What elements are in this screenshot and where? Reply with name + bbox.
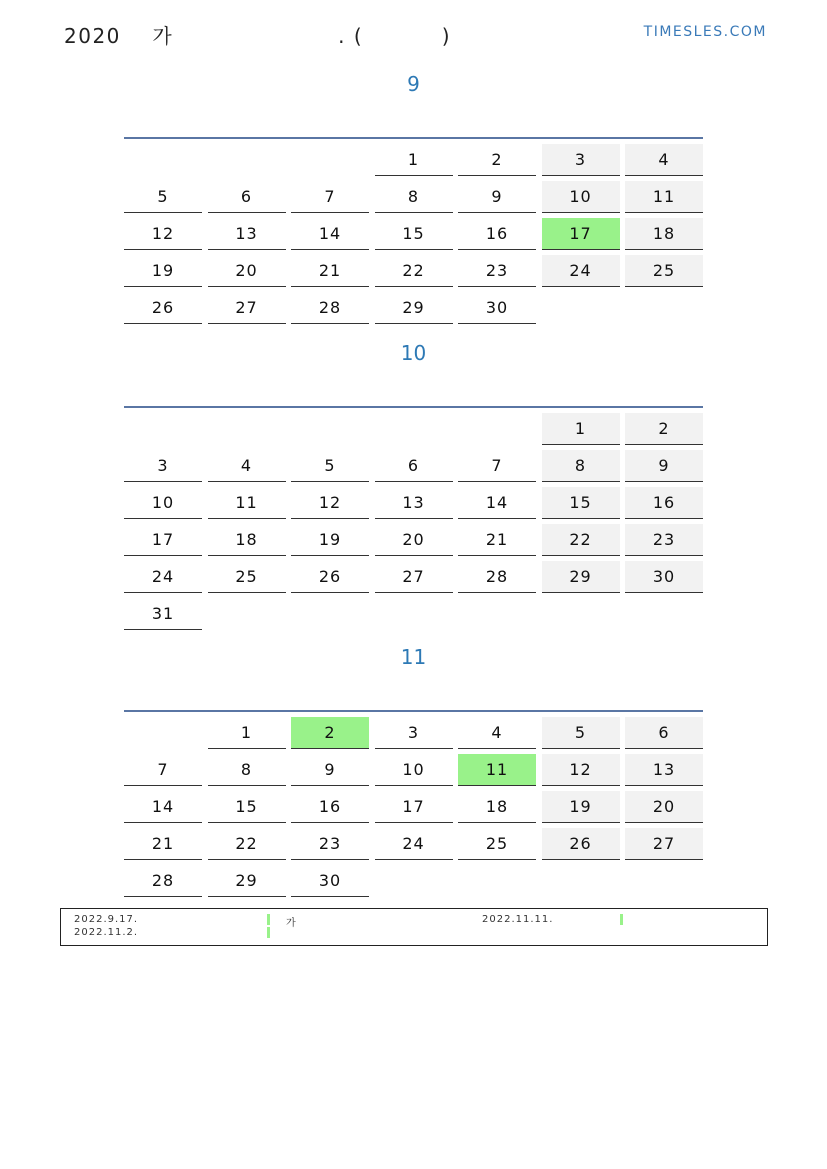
day-cell: 5 xyxy=(542,717,620,749)
empty-day-cell xyxy=(542,292,620,323)
calendar-grid xyxy=(124,717,703,902)
day-cell: 17 xyxy=(542,218,620,250)
day-cell: 24 xyxy=(375,828,453,860)
brand-link[interactable]: TIMESLES.COM xyxy=(643,24,767,40)
day-cell: 6 xyxy=(208,181,286,213)
empty-day-cell xyxy=(542,865,620,896)
day-cell: 13 xyxy=(625,754,703,786)
day-cell: 26 xyxy=(542,828,620,860)
day-cell: 21 xyxy=(458,524,536,556)
empty-day-cell xyxy=(375,598,453,629)
day-cell: 20 xyxy=(208,255,286,287)
day-cell: 3 xyxy=(124,450,202,482)
day-cell: 18 xyxy=(458,791,536,823)
day-cell: 17 xyxy=(375,791,453,823)
day-cell: 22 xyxy=(542,524,620,556)
empty-day-cell xyxy=(458,413,536,444)
day-cell: 16 xyxy=(458,218,536,250)
empty-day-cell xyxy=(625,598,703,629)
day-cell: 21 xyxy=(291,255,369,287)
day-cell: 10 xyxy=(375,754,453,786)
day-cell: 28 xyxy=(458,561,536,593)
calendar-october xyxy=(124,406,703,635)
day-cell: 5 xyxy=(124,181,202,213)
empty-day-cell xyxy=(625,865,703,896)
day-cell: 4 xyxy=(208,450,286,482)
empty-day-cell xyxy=(542,598,620,629)
day-cell: 29 xyxy=(542,561,620,593)
day-cell: 2 xyxy=(625,413,703,445)
day-cell: 5 xyxy=(291,450,369,482)
day-cell: 18 xyxy=(625,218,703,250)
day-cell: 17 xyxy=(124,524,202,556)
day-cell: 12 xyxy=(124,218,202,250)
day-cell: 26 xyxy=(124,292,202,324)
legend-label: 가 xyxy=(286,918,297,929)
day-cell: 31 xyxy=(124,598,202,630)
empty-day-cell xyxy=(375,413,453,444)
day-cell: 11 xyxy=(625,181,703,213)
day-cell: 6 xyxy=(625,717,703,749)
day-cell: 11 xyxy=(458,754,536,786)
day-cell: 6 xyxy=(375,450,453,482)
calendar-september xyxy=(124,137,703,329)
day-cell: 2 xyxy=(458,144,536,176)
day-cell: 24 xyxy=(542,255,620,287)
day-cell: 3 xyxy=(375,717,453,749)
day-cell: 24 xyxy=(124,561,202,593)
empty-day-cell xyxy=(124,413,202,444)
day-cell: 30 xyxy=(458,292,536,324)
day-cell: 19 xyxy=(124,255,202,287)
month-title-september: 9 xyxy=(407,72,420,96)
day-cell: 14 xyxy=(291,218,369,250)
day-cell: 21 xyxy=(124,828,202,860)
day-cell: 27 xyxy=(375,561,453,593)
calendar-grid xyxy=(124,413,703,635)
day-cell: 12 xyxy=(542,754,620,786)
day-cell: 9 xyxy=(458,181,536,213)
day-cell: 29 xyxy=(208,865,286,897)
day-cell: 7 xyxy=(458,450,536,482)
day-cell: 27 xyxy=(625,828,703,860)
day-cell: 16 xyxy=(291,791,369,823)
day-cell: 23 xyxy=(458,255,536,287)
day-cell: 14 xyxy=(458,487,536,519)
day-cell: 19 xyxy=(291,524,369,556)
day-cell: 14 xyxy=(124,791,202,823)
day-cell: 20 xyxy=(375,524,453,556)
day-cell: 1 xyxy=(542,413,620,445)
day-cell: 18 xyxy=(208,524,286,556)
legend-date: 2022.9.17. xyxy=(74,914,139,925)
day-cell: 7 xyxy=(291,181,369,213)
day-cell: 25 xyxy=(625,255,703,287)
empty-day-cell xyxy=(208,144,286,175)
month-title-november: 11 xyxy=(400,645,427,669)
empty-day-cell xyxy=(291,598,369,629)
day-cell: 16 xyxy=(625,487,703,519)
day-cell: 12 xyxy=(291,487,369,519)
legend-date: 2022.11.2. xyxy=(74,927,139,938)
day-cell: 23 xyxy=(291,828,369,860)
empty-day-cell xyxy=(375,865,453,896)
calendar-november xyxy=(124,710,703,902)
holiday-legend xyxy=(60,908,768,946)
day-cell: 10 xyxy=(542,181,620,213)
day-cell: 19 xyxy=(542,791,620,823)
day-cell: 15 xyxy=(375,218,453,250)
day-cell: 13 xyxy=(375,487,453,519)
legend-marker xyxy=(267,914,270,925)
empty-day-cell xyxy=(208,598,286,629)
empty-day-cell xyxy=(291,413,369,444)
legend-date: 2022.11.11. xyxy=(482,914,554,925)
month-title-october: 10 xyxy=(400,341,427,365)
day-cell: 25 xyxy=(458,828,536,860)
day-cell: 25 xyxy=(208,561,286,593)
day-cell: 9 xyxy=(625,450,703,482)
day-cell: 15 xyxy=(542,487,620,519)
empty-day-cell xyxy=(625,292,703,323)
day-cell: 9 xyxy=(291,754,369,786)
day-cell: 8 xyxy=(375,181,453,213)
day-cell: 15 xyxy=(208,791,286,823)
empty-day-cell xyxy=(458,865,536,896)
day-cell: 23 xyxy=(625,524,703,556)
day-cell: 29 xyxy=(375,292,453,324)
day-cell: 20 xyxy=(625,791,703,823)
day-cell: 1 xyxy=(208,717,286,749)
day-cell: 3 xyxy=(542,144,620,176)
empty-day-cell xyxy=(124,144,202,175)
day-cell: 2 xyxy=(291,717,369,749)
day-cell: 26 xyxy=(291,561,369,593)
day-cell: 22 xyxy=(208,828,286,860)
legend-marker xyxy=(620,914,623,925)
day-cell: 8 xyxy=(542,450,620,482)
day-cell: 13 xyxy=(208,218,286,250)
empty-day-cell xyxy=(458,598,536,629)
day-cell: 30 xyxy=(291,865,369,897)
page-title: 2020 가 . ( ) xyxy=(64,24,452,48)
day-cell: 7 xyxy=(124,754,202,786)
empty-day-cell xyxy=(208,413,286,444)
day-cell: 22 xyxy=(375,255,453,287)
day-cell: 1 xyxy=(375,144,453,176)
day-cell: 27 xyxy=(208,292,286,324)
day-cell: 11 xyxy=(208,487,286,519)
day-cell: 28 xyxy=(291,292,369,324)
empty-day-cell xyxy=(291,144,369,175)
day-cell: 4 xyxy=(625,144,703,176)
day-cell: 8 xyxy=(208,754,286,786)
calendar-grid xyxy=(124,144,703,329)
day-cell: 10 xyxy=(124,487,202,519)
day-cell: 4 xyxy=(458,717,536,749)
day-cell: 30 xyxy=(625,561,703,593)
legend-marker xyxy=(267,927,270,938)
empty-day-cell xyxy=(124,717,202,748)
day-cell: 28 xyxy=(124,865,202,897)
